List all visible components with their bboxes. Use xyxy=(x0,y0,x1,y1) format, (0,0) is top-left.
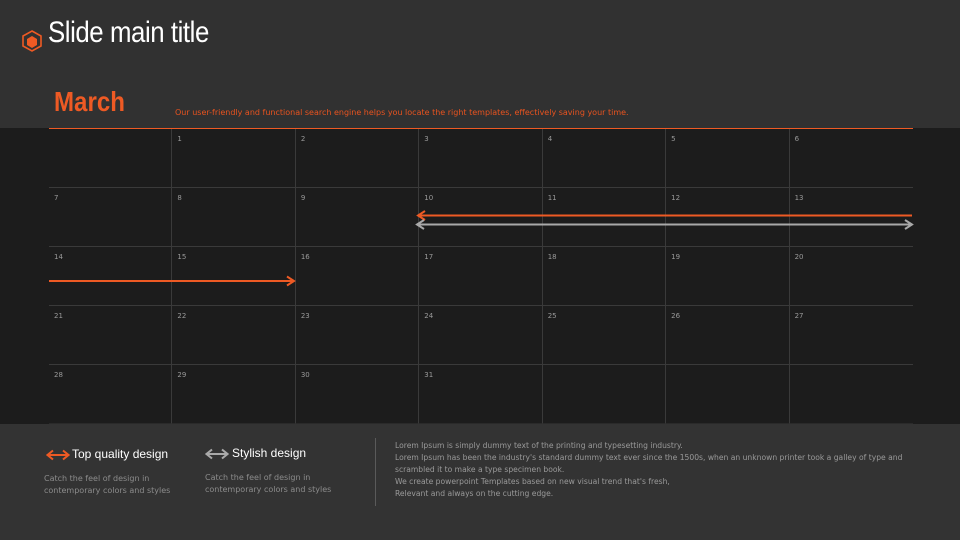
calendar-day-number: 18 xyxy=(547,253,557,261)
calendar-day-cell xyxy=(666,247,789,306)
calendar-day-number: 15 xyxy=(177,253,187,261)
calendar-day-cell xyxy=(790,365,913,424)
calendar-day-number: 10 xyxy=(424,194,434,202)
calendar-day-number: 31 xyxy=(424,371,434,379)
calendar-day-number: 16 xyxy=(300,253,310,261)
calendar-day-cell xyxy=(790,129,913,188)
calendar-day-cell xyxy=(419,247,542,306)
body-text-line: Lorem Ipsum has been the industry's standard dummy text ever since the 1500s, when an unknown printer took a galley of type and scrambled it to make a type specimen book. xyxy=(395,453,903,474)
calendar-day-cell xyxy=(172,306,295,365)
calendar-day-cell xyxy=(419,306,542,365)
calendar-day-cell xyxy=(543,247,666,306)
calendar-day-cell xyxy=(49,365,172,424)
calendar-day-number: 23 xyxy=(300,312,310,320)
calendar-day-cell xyxy=(49,188,172,247)
body-text-line: We create powerpoint Templates based on new visual trend that's fresh, xyxy=(395,477,670,486)
calendar-day-number: 7 xyxy=(54,194,59,202)
calendar-day-cell xyxy=(790,306,913,365)
calendar-day-number: 13 xyxy=(794,194,804,202)
calendar-day-cell xyxy=(172,129,295,188)
calendar-day-cell xyxy=(419,188,542,247)
calendar-day-number: 12 xyxy=(671,194,681,202)
calendar-day-cell xyxy=(296,247,419,306)
calendar-day-cell xyxy=(543,365,666,424)
calendar-day-number: 27 xyxy=(794,312,804,320)
calendar-day-number: 5 xyxy=(671,135,676,143)
month-description: Our user-friendly and functional search engine helps you locate the right templates, effectively saving your time. xyxy=(175,108,629,117)
calendar-day-cell xyxy=(790,188,913,247)
body-text-line: Lorem Ipsum is simply dummy text of the printing and typesetting industry. xyxy=(395,441,683,450)
calendar-day-cell xyxy=(666,188,789,247)
calendar-day-cell xyxy=(419,129,542,188)
calendar-day-cell xyxy=(172,188,295,247)
calendar-day-number: 25 xyxy=(547,312,557,320)
calendar-day-number: 30 xyxy=(300,371,310,379)
calendar-day-cell xyxy=(296,188,419,247)
slide-title: Slide main title xyxy=(48,16,209,49)
calendar-day-number: 24 xyxy=(424,312,434,320)
calendar-day-number: 21 xyxy=(54,312,63,320)
legend-desc-top-quality: Catch the feel of design in contemporary colors and styles xyxy=(44,474,171,495)
legend-title-stylish: Stylish design xyxy=(232,446,307,460)
legend-desc-stylish: Catch the feel of design in contemporary colors and styles xyxy=(205,473,332,494)
calendar-day-number: 20 xyxy=(794,253,804,261)
gray-double-arrow-icon xyxy=(205,448,229,460)
calendar-day-number: 8 xyxy=(177,194,182,202)
calendar-day-number: 17 xyxy=(424,253,434,261)
calendar-day-number: 19 xyxy=(671,253,681,261)
calendar-day-cell xyxy=(172,365,295,424)
calendar-day-number: 29 xyxy=(177,371,187,379)
calendar-day-number: 14 xyxy=(54,253,63,261)
calendar-grid xyxy=(49,129,913,424)
body-text xyxy=(395,440,920,500)
calendar-day-cell xyxy=(296,129,419,188)
calendar-day-cell xyxy=(666,306,789,365)
legend-title-top-quality: Top quality design xyxy=(72,447,169,461)
calendar-day-number: 9 xyxy=(300,194,306,202)
calendar-day-number: 1 xyxy=(177,135,182,143)
calendar-day-cell xyxy=(296,306,419,365)
month-title: March xyxy=(54,86,125,117)
calendar-day-cell xyxy=(49,129,172,188)
calendar-day-number: 2 xyxy=(300,135,306,143)
calendar-day-number: 11 xyxy=(547,194,557,202)
calendar-day-number: 6 xyxy=(794,135,800,143)
calendar-day-cell xyxy=(543,129,666,188)
calendar-day-cell xyxy=(666,365,789,424)
body-text-line: Relevant and always on the cutting edge. xyxy=(395,489,554,498)
calendar-day-cell xyxy=(49,306,172,365)
calendar-day-cell xyxy=(49,247,172,306)
hexagon-cube-icon xyxy=(22,30,42,52)
calendar-day-cell xyxy=(172,247,295,306)
calendar-day-cell xyxy=(790,247,913,306)
calendar-day-number: 3 xyxy=(424,135,429,143)
calendar-day-cell xyxy=(543,306,666,365)
footer-divider xyxy=(375,438,376,506)
calendar-day-cell xyxy=(419,365,542,424)
calendar-day-cell xyxy=(296,365,419,424)
calendar-day-number: 4 xyxy=(547,135,553,143)
calendar-day-number: 28 xyxy=(54,371,63,379)
calendar-day-number: 26 xyxy=(671,312,681,320)
calendar-day-number: 22 xyxy=(177,312,187,320)
calendar-day-cell xyxy=(543,188,666,247)
calendar-day-cell xyxy=(666,129,789,188)
orange-double-arrow-icon xyxy=(46,449,70,461)
